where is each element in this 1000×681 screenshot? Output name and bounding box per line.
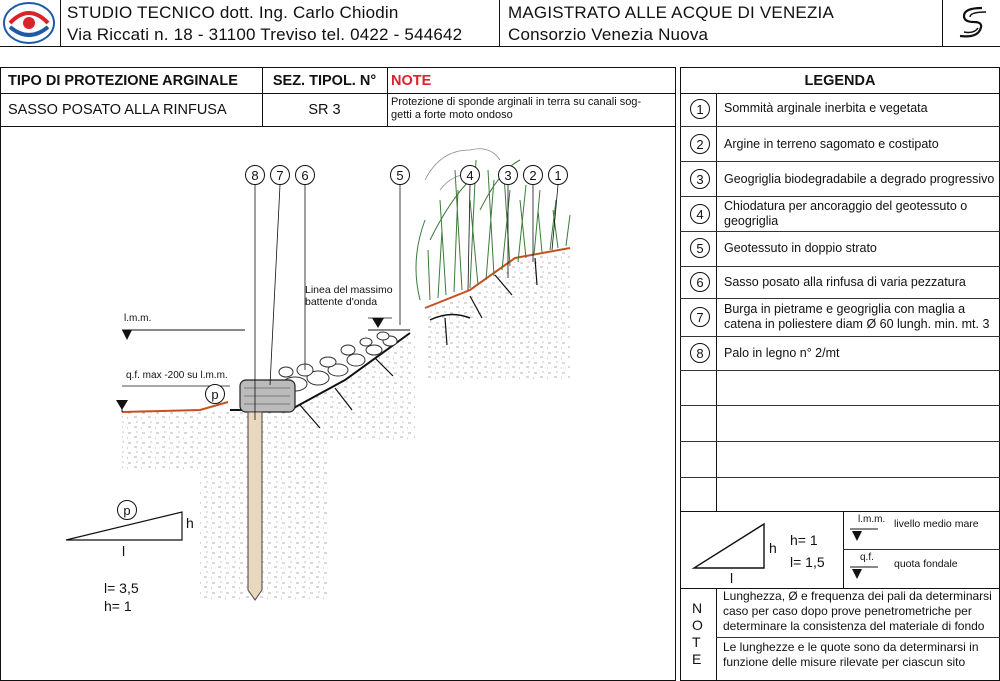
l-value: l= 3,5 — [104, 580, 139, 596]
note-1: Lunghezza, Ø e frequenza dei pali da determinarsi caso per caso dopo prove penetrometriche per determinare la consistenza del materiale di fondo — [723, 589, 992, 633]
slope-h: h — [186, 515, 194, 531]
legend-num-8: 8 — [690, 343, 710, 363]
legend-qf-label: q.f. — [860, 552, 874, 563]
client-sub: Consorzio Venezia Nuova — [508, 25, 709, 44]
wave-line-label-2: battente d'onda — [305, 296, 378, 308]
client-name: MAGISTRATO ALLE ACQUE DI VENEZIA — [508, 3, 835, 22]
col-header-section: SEZ. TIPOL. N° — [272, 72, 377, 89]
legend-num-3: 3 — [690, 169, 710, 189]
note-letter-o: O — [692, 617, 703, 633]
callout-1: 1 — [548, 165, 568, 185]
legend-num-7: 7 — [690, 307, 710, 327]
legend-text-1: Sommità arginale inerbita e vegetata — [724, 101, 928, 115]
legend-text-7: Burga in pietrame e geogriglia con maglia a catena in poliestere diam Ø 60 lungh. min. mt. 3 — [724, 302, 990, 331]
legend-text-5: Geotessuto in doppio strato — [724, 241, 877, 255]
studio-address: Via Riccati n. 18 - 31100 Treviso tel. 0422 - 544642 — [67, 25, 463, 44]
slope-l: l — [122, 543, 126, 559]
note-letter-e: E — [692, 651, 702, 667]
studio-logo — [2, 1, 56, 45]
legend-slope-l: l — [730, 570, 734, 586]
h-value: h= 1 — [104, 598, 132, 614]
protection-type: SASSO POSATO ALLA RINFUSA — [8, 102, 227, 118]
section-drawing — [0, 127, 676, 681]
legend-text-8: Palo in legno n° 2/mt — [724, 346, 840, 360]
callout-8: 8 — [245, 165, 265, 185]
legend-slope-triangle — [690, 520, 770, 572]
section-number: SR 3 — [308, 102, 341, 118]
callout-5: 5 — [390, 165, 410, 185]
legend-text-3: Geogriglia biodegradabile a degrado progressivo — [724, 172, 995, 186]
legend-text-4: Chiodatura per ancoraggio del geotessuto o geogriglia — [724, 199, 968, 228]
legend-text-2: Argine in terreno sagomato e costipato — [724, 137, 939, 151]
lmm-label: l.m.m. — [124, 313, 152, 324]
legend-num-6: 6 — [690, 272, 710, 292]
note-line-1: Protezione di sponde arginali in terra su canali sog- — [391, 96, 642, 108]
note-letter-t: T — [692, 634, 701, 650]
legend-lmm-label: l.m.m. — [858, 514, 886, 525]
legend-slope-h: h — [769, 540, 777, 556]
legend-title: LEGENDA — [804, 72, 876, 89]
legend-num-5: 5 — [690, 238, 710, 258]
legend-l-value: l= 1,5 — [790, 554, 825, 570]
callout-3: 3 — [498, 165, 518, 185]
legend-h-value: h= 1 — [790, 532, 818, 548]
p-marker-small: p — [117, 500, 137, 520]
p-marker: p — [205, 384, 225, 404]
legend-num-1: 1 — [690, 99, 710, 119]
note-letter-n: N — [692, 600, 703, 616]
consorzio-logo — [950, 4, 994, 42]
note-2: Le lunghezze e le quote sono da determinarsi in funzione delle misure rilevate per ciascun sito — [723, 640, 979, 669]
qf-label: q.f. max -200 su l.m.m. — [126, 370, 228, 381]
legend-num-4: 4 — [690, 204, 710, 224]
note-line-2: getti a forte moto ondoso — [391, 109, 513, 121]
studio-name: STUDIO TECNICO dott. Ing. Carlo Chiodin — [67, 3, 399, 22]
callout-4: 4 — [460, 165, 480, 185]
timber-pile — [248, 412, 262, 600]
wave-line-label: Linea del massimo — [305, 284, 393, 296]
legend-text-6: Sasso posato alla rinfusa di varia pezzatura — [724, 275, 966, 289]
col-header-type: TIPO DI PROTEZIONE ARGINALE — [8, 72, 238, 89]
callout-7: 7 — [270, 165, 290, 185]
callout-2: 2 — [523, 165, 543, 185]
legend-qf-desc: quota fondale — [894, 558, 958, 570]
legend-lmm-desc: livello medio mare — [894, 518, 979, 530]
legend-num-2: 2 — [690, 134, 710, 154]
callout-6: 6 — [295, 165, 315, 185]
col-header-note: NOTE — [391, 72, 432, 89]
